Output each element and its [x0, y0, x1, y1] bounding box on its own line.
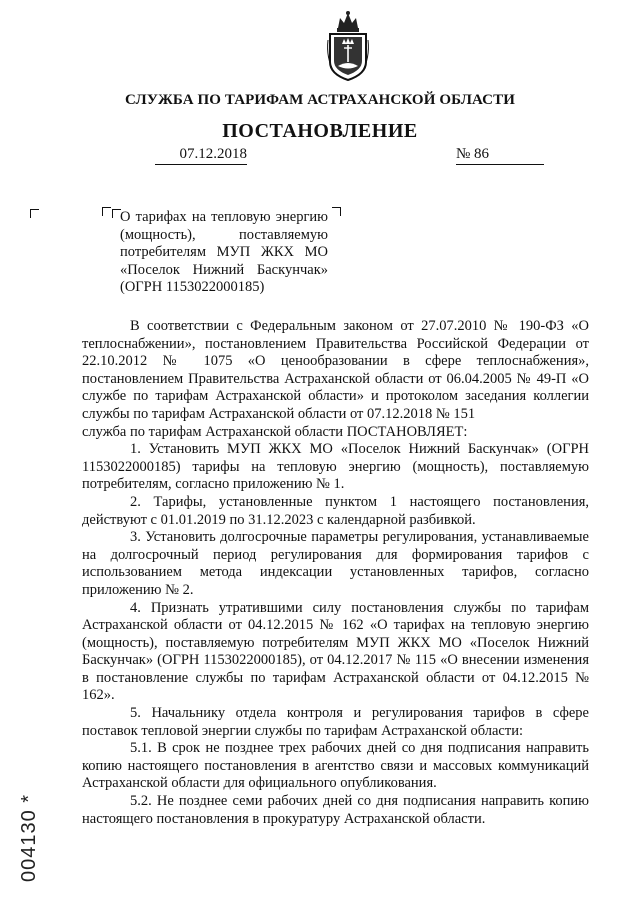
preamble-paragraph: В соответствии с Федеральным законом от 27.07.2010 № 190-ФЗ «О теплоснабжении», постановлением Правительства Российской Федерации от 22.10.2012 № 1075 «О ценообразовании в сфере теплоснабжения», постановлением Правительства Астраханской области от 06.04.2005 № 49-П «О службе по тарифам Астраханской области» и протоколом заседания коллегии службы по тарифам Астраханской области от 07.12.2018 № 151 — [82, 318, 589, 422]
clause-4: 4. Признать утратившими силу постановления службы по тарифам Астраханской области от 04.12.2015 № 162 «О тарифах на тепловую энергию (мощность), поставляемую потребителям МУП ЖКХ МО «Поселок Нижний Баскунчак» (ОГРН 1153022000185), от 04.12.2017 № 115 «О внесении изменения в постановление службы по тарифам Астраханской области от 04.12.2015 № 162». — [82, 599, 589, 704]
subject-bracket-left — [102, 207, 111, 216]
clause-5-2: 5.2. Не позднее семи рабочих дней со дня подписания направить копию настоящего постановления в прокуратуру Астраханской области. — [82, 793, 589, 827]
subject-bracket-right — [332, 207, 341, 216]
registration-stamp-number: 004130 * — [18, 793, 40, 882]
document-date: 07.12.2018 — [155, 146, 247, 165]
clause-5-1: 5.1. В срок не позднее трех рабочих дней со дня подписания направить копию настоящего постановления в агентство связи и массовых коммуникаций Астраханской области для официального опубликования. — [82, 740, 589, 792]
clause-3: 3. Установить долгосрочные параметры регулирования, устанавливаемые на долгосрочный период регулирования для формирования тарифов с использованием метода индексации установленных тарифов, согласно приложению № 2. — [82, 529, 589, 598]
document-body — [82, 318, 589, 828]
clause-5: 5. Начальнику отдела контроля и регулирования тарифов в сфере поставок тепловой энергии службы по тарифам Астраханской области: — [82, 705, 589, 739]
corner-mark-left — [30, 209, 39, 218]
resolution-line: служба по тарифам Астраханской области ПОСТАНОВЛЯЕТ: — [82, 423, 468, 440]
clause-2: 2. Тарифы, установленные пунктом 1 настоящего постановления, действуют с 01.01.2019 по 31.12.2023 с календарной разбивкой. — [82, 493, 589, 528]
document-subject: О тарифах на тепловую энергию (мощность), поставляемую потребителям МУП ЖКХ МО «Поселок Нижний Баскунчак» (ОГРН 1153022000185) — [120, 209, 328, 296]
document-number: № 86 — [456, 146, 544, 165]
clause-1: 1. Установить МУП ЖКХ МО «Поселок Нижний Баскунчак» (ОГРН 1153022000185) тарифы на тепловую энергию (мощность), поставляемую потребителям, согласно приложению № 1. — [82, 441, 589, 493]
coat-of-arms-icon — [324, 10, 372, 82]
document-type-title: ПОСТАНОВЛЕНИЕ — [222, 120, 418, 142]
organization-name: СЛУЖБА ПО ТАРИФАМ АСТРАХАНСКОЙ ОБЛАСТИ — [125, 92, 515, 108]
